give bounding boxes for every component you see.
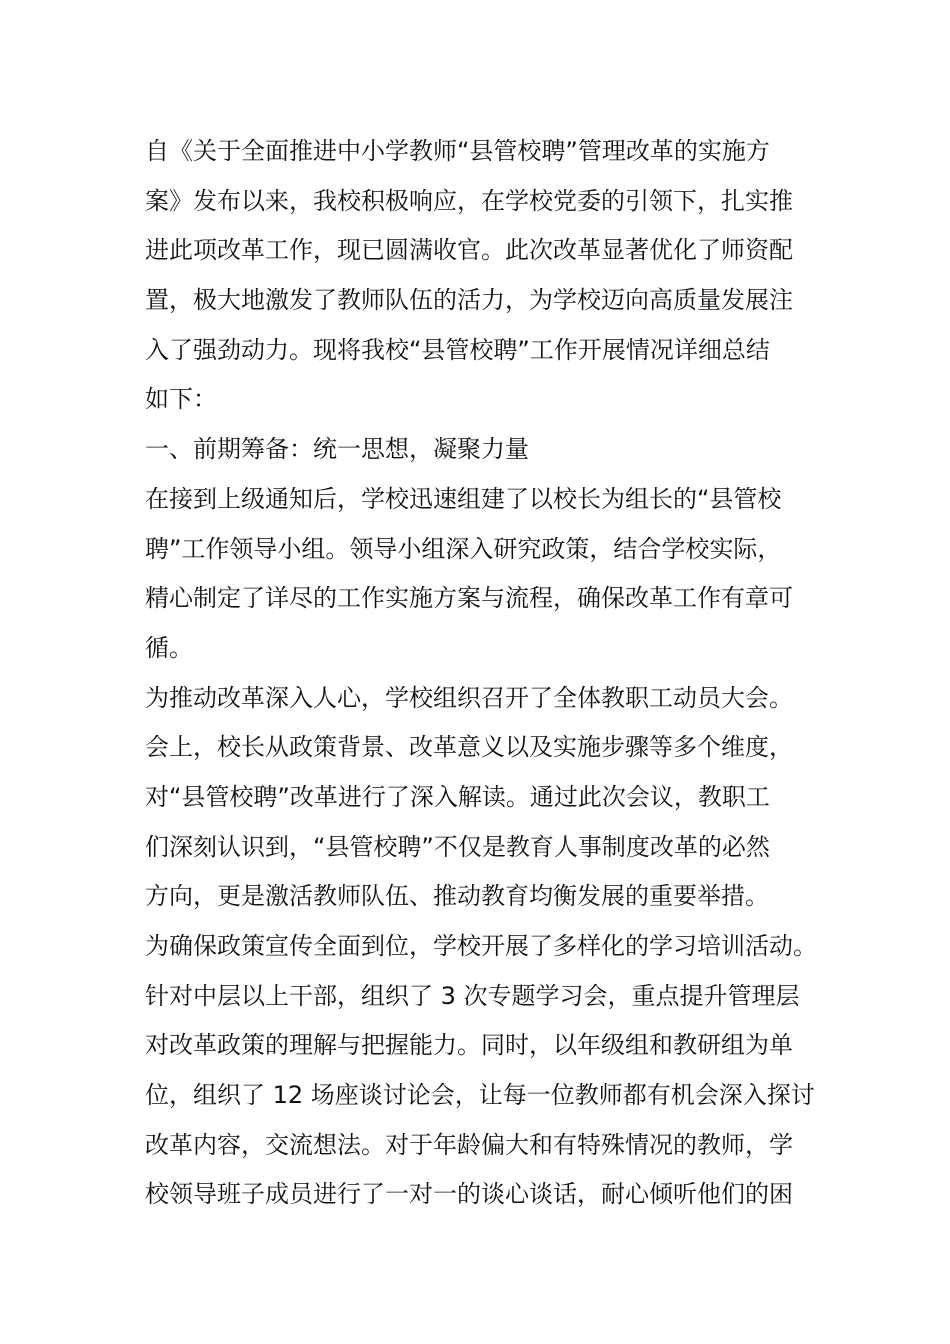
- text-line: 为确保政策宣传全面到位，学校开展了多样化的学习培训活动。: [145, 932, 817, 960]
- text-line: 在接到上级通知后，学校迅速组建了以校长为组长的“县管校: [145, 484, 782, 513]
- text-line: 为推动改革深入人心，学校组织召开了全体教职工动员大会。: [145, 683, 793, 712]
- document-body: [145, 127, 825, 1220]
- text-line: 精心制定了详尽的工作实施方案与流程，确保改革工作有章可: [145, 584, 793, 613]
- text-line: 对“县管校聘”改革进行了深入解读。通过此次会议，教职工: [145, 782, 770, 811]
- text-line: 改革内容，交流想法。对于年龄偏大和有特殊情况的教师，学: [145, 1130, 793, 1159]
- text-line: 对改革政策的理解与把握能力。同时，以年级组和教研组为单: [145, 1031, 793, 1060]
- text-line: 入了强劲动力。现将我校“县管校聘”工作开展情况详细总结: [145, 335, 770, 364]
- text-line: 进此项改革工作，现已圆满收官。此次改革显著优化了师资配: [145, 236, 793, 265]
- text-line: 校领导班子成员进行了一对一的谈心谈话，耐心倾听他们的困: [145, 1180, 793, 1209]
- text-line: 会上，校长从政策背景、改革意义以及实施步骤等多个维度，: [145, 733, 793, 762]
- section-heading: 一、前期筹备：统一思想，凝聚力量: [145, 435, 529, 464]
- text-line: 针对中层以上干部，组织了 3 次专题学习会，重点提升管理层: [145, 981, 800, 1010]
- text-line: 案》发布以来，我校积极响应，在学校党委的引领下，扎实推: [145, 186, 793, 215]
- text-line: 如下：: [145, 385, 217, 414]
- text-line: 位，组织了 12 场座谈讨论会，让每一位教师都有机会深入探讨: [145, 1081, 815, 1110]
- text-line: 方向，更是激活教师队伍、推动教育均衡发展的重要举措。: [145, 882, 769, 911]
- text-line: 循。: [145, 633, 193, 662]
- text-line: 自《关于全面推进中小学教师“县管校聘”管理改革的实施方: [145, 137, 770, 165]
- text-line: 们深刻认识到，“县管校聘”不仅是教育人事制度改革的必然: [145, 832, 770, 861]
- text-line: 聘”工作领导小组。领导小组深入研究政策，结合学校实际，: [145, 534, 782, 563]
- text-line: 置，极大地激发了教师队伍的活力，为学校迈向高质量发展注: [145, 286, 793, 315]
